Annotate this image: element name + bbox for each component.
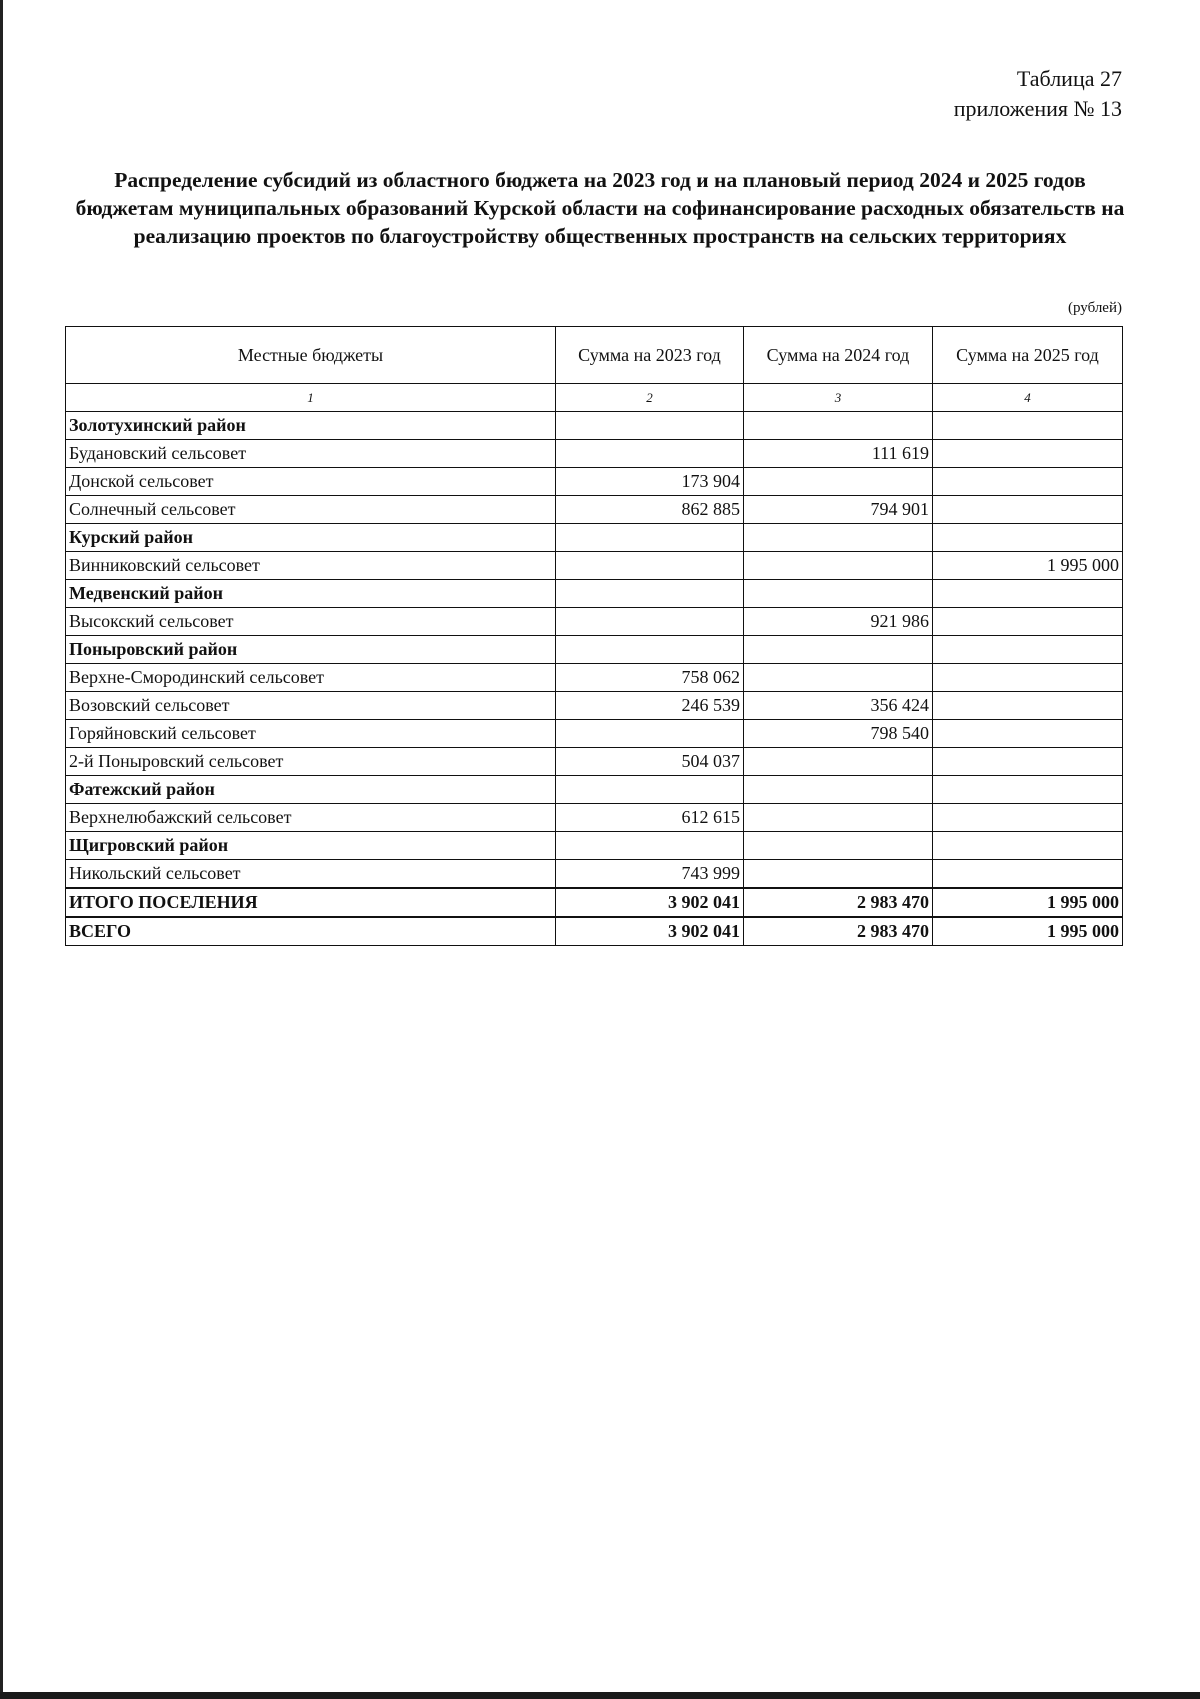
budget-name-cell: Верхне-Смородинский сельсовет xyxy=(66,664,556,692)
sum-2024-cell: 794 901 xyxy=(744,496,933,524)
sum-2025-cell xyxy=(933,440,1123,468)
header-sum-2023: Сумма на 2023 год xyxy=(556,327,744,384)
units-note: (рублей) xyxy=(1067,300,1122,316)
sum-2025-cell xyxy=(933,692,1123,720)
table-row xyxy=(66,496,1123,524)
sum-2023-cell xyxy=(556,412,744,440)
budget-name-cell: Будановский сельсовет xyxy=(66,440,556,468)
sum-2024-cell xyxy=(744,748,933,776)
table-row xyxy=(66,720,1123,748)
sum-2023-cell xyxy=(556,440,744,468)
table-row xyxy=(66,692,1123,720)
column-number: 1 xyxy=(66,384,556,412)
budget-name-cell: ИТОГО ПОСЕЛЕНИЯ xyxy=(66,888,556,917)
sum-2025-cell: 1 995 000 xyxy=(933,552,1123,580)
sum-2023-cell: 504 037 xyxy=(556,748,744,776)
appendix-number: приложения № 13 xyxy=(953,96,1122,121)
table-row xyxy=(66,664,1123,692)
sum-2025-cell xyxy=(933,496,1123,524)
sum-2023-cell: 173 904 xyxy=(556,468,744,496)
table-row xyxy=(66,440,1123,468)
budget-name-cell: Медвенский район xyxy=(66,580,556,608)
sum-2024-cell xyxy=(744,860,933,889)
sum-2024-cell xyxy=(744,776,933,804)
sum-2025-cell xyxy=(933,664,1123,692)
sum-2025-cell xyxy=(933,832,1123,860)
district-row xyxy=(66,412,1123,440)
budget-name-cell: Фатежский район xyxy=(66,776,556,804)
sum-2025-cell xyxy=(933,524,1123,552)
budget-name-cell: Возовский сельсовет xyxy=(66,692,556,720)
column-number: 3 xyxy=(744,384,933,412)
sum-2023-cell: 862 885 xyxy=(556,496,744,524)
sum-2025-cell xyxy=(933,776,1123,804)
sum-2024-cell xyxy=(744,524,933,552)
sum-2023-cell xyxy=(556,552,744,580)
sum-2023-cell: 3 902 041 xyxy=(556,888,744,917)
table-header-row xyxy=(66,327,1123,384)
sum-2025-cell: 1 995 000 xyxy=(933,888,1123,917)
sum-2023-cell xyxy=(556,636,744,664)
sum-2025-cell xyxy=(933,748,1123,776)
sum-2025-cell xyxy=(933,636,1123,664)
sum-2024-cell: 798 540 xyxy=(744,720,933,748)
sum-2023-cell xyxy=(556,524,744,552)
budget-name-cell: Донской сельсовет xyxy=(66,468,556,496)
sum-2023-cell xyxy=(556,832,744,860)
budget-name-cell: Курский район xyxy=(66,524,556,552)
scan-edge-bottom xyxy=(0,1692,1200,1699)
sum-2024-cell: 2 983 470 xyxy=(744,917,933,946)
table-row xyxy=(66,804,1123,832)
budget-name-cell: Горяйновский сельсовет xyxy=(66,720,556,748)
budget-name-cell: Высокский сельсовет xyxy=(66,608,556,636)
sum-2024-cell xyxy=(744,412,933,440)
header-sum-2024: Сумма на 2024 год xyxy=(744,327,933,384)
sum-2025-cell xyxy=(933,720,1123,748)
district-row xyxy=(66,524,1123,552)
budget-name-cell: Щигровский район xyxy=(66,832,556,860)
sum-2023-cell: 743 999 xyxy=(556,860,744,889)
sum-2023-cell: 3 902 041 xyxy=(556,917,744,946)
table-row xyxy=(66,748,1123,776)
table-body xyxy=(66,384,1123,946)
sum-2023-cell xyxy=(556,776,744,804)
sum-2025-cell xyxy=(933,608,1123,636)
budget-name-cell: Никольский сельсовет xyxy=(66,860,556,889)
sum-2023-cell xyxy=(556,720,744,748)
table-row xyxy=(66,608,1123,636)
header-sum-2025: Сумма на 2025 год xyxy=(933,327,1123,384)
sum-2024-cell: 356 424 xyxy=(744,692,933,720)
column-number: 4 xyxy=(933,384,1123,412)
sum-2025-cell: 1 995 000 xyxy=(933,917,1123,946)
appendix-reference xyxy=(954,64,1122,124)
scan-edge-left xyxy=(0,0,3,1699)
column-number-row xyxy=(66,384,1123,412)
sum-2024-cell xyxy=(744,636,933,664)
sum-2024-cell: 2 983 470 xyxy=(744,888,933,917)
sum-2025-cell xyxy=(933,580,1123,608)
sum-2024-cell xyxy=(744,552,933,580)
document-title: Распределение субсидий из областного бюджета на 2023 год и на плановый период 2024 и 2025 годов бюджетам муниципальных образований Курской области на софинансирование расходных обязательств на реализацию проектов по благоустройству общественных пространств на сельских территориях xyxy=(75,168,1125,248)
sum-2025-cell xyxy=(933,468,1123,496)
sum-2024-cell xyxy=(744,468,933,496)
sum-2023-cell xyxy=(556,608,744,636)
sum-2023-cell: 758 062 xyxy=(556,664,744,692)
district-row xyxy=(66,636,1123,664)
total-row xyxy=(66,888,1123,917)
budget-name-cell: Поныровский район xyxy=(66,636,556,664)
subsidy-table xyxy=(65,326,1123,946)
budget-name-cell: Солнечный сельсовет xyxy=(66,496,556,524)
table-number: Таблица 27 xyxy=(1016,66,1122,91)
budget-name-cell: Винниковский сельсовет xyxy=(66,552,556,580)
budget-name-cell: ВСЕГО xyxy=(66,917,556,946)
sum-2024-cell xyxy=(744,580,933,608)
sum-2024-cell: 921 986 xyxy=(744,608,933,636)
sum-2023-cell: 246 539 xyxy=(556,692,744,720)
district-row xyxy=(66,832,1123,860)
district-row xyxy=(66,580,1123,608)
sum-2024-cell: 111 619 xyxy=(744,440,933,468)
table-row xyxy=(66,468,1123,496)
total-row xyxy=(66,917,1123,946)
table-row xyxy=(66,860,1123,889)
sum-2025-cell xyxy=(933,804,1123,832)
budget-name-cell: 2-й Поныровский сельсовет xyxy=(66,748,556,776)
sum-2023-cell: 612 615 xyxy=(556,804,744,832)
column-number: 2 xyxy=(556,384,744,412)
sum-2024-cell xyxy=(744,664,933,692)
district-row xyxy=(66,776,1123,804)
sum-2024-cell xyxy=(744,832,933,860)
budget-name-cell: Золотухинский район xyxy=(66,412,556,440)
sum-2025-cell xyxy=(933,412,1123,440)
budget-name-cell: Верхнелюбажский сельсовет xyxy=(66,804,556,832)
table-row xyxy=(66,552,1123,580)
sum-2025-cell xyxy=(933,860,1123,889)
header-local-budgets: Местные бюджеты xyxy=(66,327,556,384)
sum-2023-cell xyxy=(556,580,744,608)
sum-2024-cell xyxy=(744,804,933,832)
